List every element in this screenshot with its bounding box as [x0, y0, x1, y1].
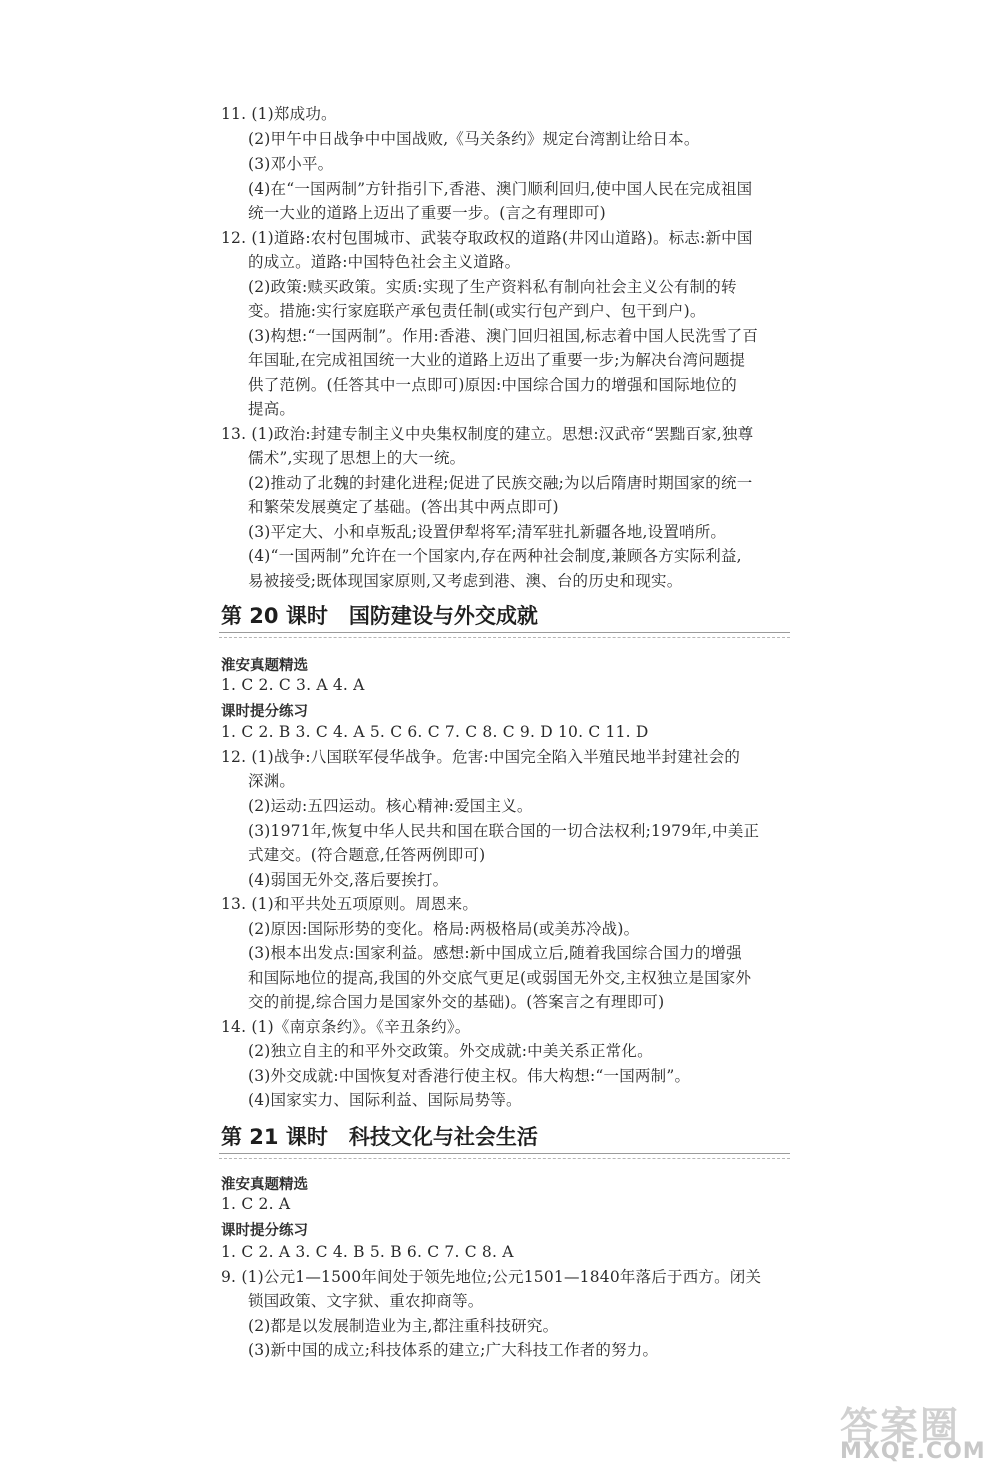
- answer-line: 13. (1)政治:封建专制主义中央集权制度的建立。思想:汉武帝“罢黜百家,独尊: [221, 425, 754, 443]
- answer-line: 和繁荣发展奠定了基础。(答出其中两点即可): [248, 498, 559, 516]
- answer-line: (2)都是以发展制造业为主,都注重科技研究。: [248, 1317, 559, 1335]
- real-exam-subheading: 淮安真题精选: [221, 1177, 308, 1193]
- answer-line: 统一大业的道路上迈出了重要一步。(言之有理即可): [248, 204, 606, 222]
- heading-rule: [219, 1153, 790, 1159]
- answer-line: (3)邓小平。: [248, 155, 334, 173]
- answer-line: (2)运动:五四运动。核心精神:爱国主义。: [248, 797, 533, 815]
- answer-line: (3)平定大、小和卓叛乱;设置伊犁将军;清军驻扎新疆各地,设置哨所。: [248, 523, 727, 541]
- answer-line: 和国际地位的提高,我国的外交底气更足(或弱国无外交,主权独立是国家外: [248, 969, 752, 987]
- answer-line: (4)国家实力、国际利益、国际局势等。: [248, 1091, 522, 1109]
- answer-line: (2)推动了北魏的封建化进程;促进了民族交融;为以后隋唐时期国家的统一: [248, 474, 753, 492]
- answer-line: (3)根本出发点:国家利益。感想:新中国成立后,随着我国综合国力的增强: [248, 944, 742, 962]
- answer-line: 式建交。(符合题意,任答两例即可): [248, 846, 486, 864]
- answer-line: 年国耻,在完成祖国统一大业的道路上迈出了重要一步;为解决台湾问题提: [248, 351, 746, 369]
- watermark-logo: 答案圈: [840, 1404, 961, 1448]
- answer-line: (3)外交成就:中国恢复对香港行使主权。伟大构想:“一国两制”。: [248, 1067, 691, 1085]
- answer-line: 深渊。: [248, 772, 296, 790]
- answer-line: (4)在“一国两制”方针指引下,香港、澳门顺利回归,使中国人民在完成祖国: [248, 180, 753, 198]
- answer-line: (2)独立自主的和平外交政策。外交成就:中美关系正常化。: [248, 1042, 653, 1060]
- answer-line: 9. (1)公元1—1500年间处于领先地位;公元1501—1840年落后于西方。闭关: [221, 1268, 762, 1286]
- lesson-21-heading: 第 21 课时 科技文化与社会生活: [221, 1125, 538, 1149]
- answer-line: (3)新中国的成立;科技体系的建立;广大科技工作者的努力。: [248, 1341, 659, 1359]
- answer-line: (3)构想:“一国两制”。作用:香港、澳门回归祖国,标志着中国人民洗雪了百: [248, 327, 759, 345]
- answer-line: 1. C 2. A 3. C 4. B 5. B 6. C 7. C 8. A: [221, 1243, 514, 1261]
- answer-line: 的成立。道路:中国特色社会主义道路。: [248, 253, 521, 271]
- answer-line: 14. (1)《南京条约》。《辛丑条约》。: [221, 1018, 471, 1036]
- answer-line: 1. C 2. C 3. A 4. A: [221, 676, 365, 694]
- answer-line: 12. (1)道路:农村包围城市、武装夺取政权的道路(井冈山道路)。标志:新中国: [221, 229, 753, 247]
- heading-rule: [219, 632, 790, 638]
- watermark-url: MXQE.COM: [840, 1439, 986, 1464]
- answer-line: 易被接受;既体现国家原则,又考虑到港、澳、台的历史和现实。: [248, 572, 683, 590]
- answer-line: 提高。: [248, 400, 296, 418]
- answer-line: 1. C 2. A: [221, 1195, 291, 1213]
- answer-line: 儒术”,实现了思想上的大一统。: [248, 449, 466, 467]
- answer-line: (4)弱国无外交,落后要挨打。: [248, 871, 449, 889]
- answer-line: 11. (1)郑成功。: [221, 105, 337, 123]
- answer-line: (2)政策:赎买政策。实质:实现了生产资料私有制向社会主义公有制的转: [248, 278, 737, 296]
- answer-line: (4)“一国两制”允许在一个国家内,存在两种社会制度,兼顾各方实际利益,: [248, 547, 742, 565]
- answer-line: 变。措施:实行家庭联产承包责任制(或实行包产到户、包干到户)。: [248, 302, 706, 320]
- answer-line: 13. (1)和平共处五项原则。周恩来。: [221, 895, 479, 913]
- answer-line: (2)甲午中日战争中中国战败,《马关条约》规定台湾割让给日本。: [248, 130, 700, 148]
- lesson-20-heading: 第 20 课时 国防建设与外交成就: [221, 604, 538, 628]
- answer-line: 供了范例。(任答其中一点即可)原因:中国综合国力的增强和国际地位的: [248, 376, 737, 394]
- answer-line: (2)原因:国际形势的变化。格局:两极格局(或美苏冷战)。: [248, 920, 640, 938]
- answer-line: 锁国政策、文字狱、重农抑商等。: [248, 1292, 484, 1310]
- practice-subheading: 课时提分练习: [221, 704, 308, 720]
- practice-subheading: 课时提分练习: [221, 1223, 308, 1239]
- site-watermark: [840, 1395, 990, 1467]
- answer-line: 1. C 2. B 3. C 4. A 5. C 6. C 7. C 8. C 9. D 10. C 11. D: [221, 723, 649, 741]
- answer-line: 12. (1)战争:八国联军侵华战争。危害:中国完全陷入半殖民地半封建社会的: [221, 748, 741, 766]
- real-exam-subheading: 淮安真题精选: [221, 658, 308, 674]
- answer-line: 交的前提,综合国力是国家外交的基础)。(答案言之有理即可): [248, 993, 665, 1011]
- answer-line: (3)1971年,恢复中华人民共和国在联合国的一切合法权利;1979年,中美正: [248, 822, 760, 840]
